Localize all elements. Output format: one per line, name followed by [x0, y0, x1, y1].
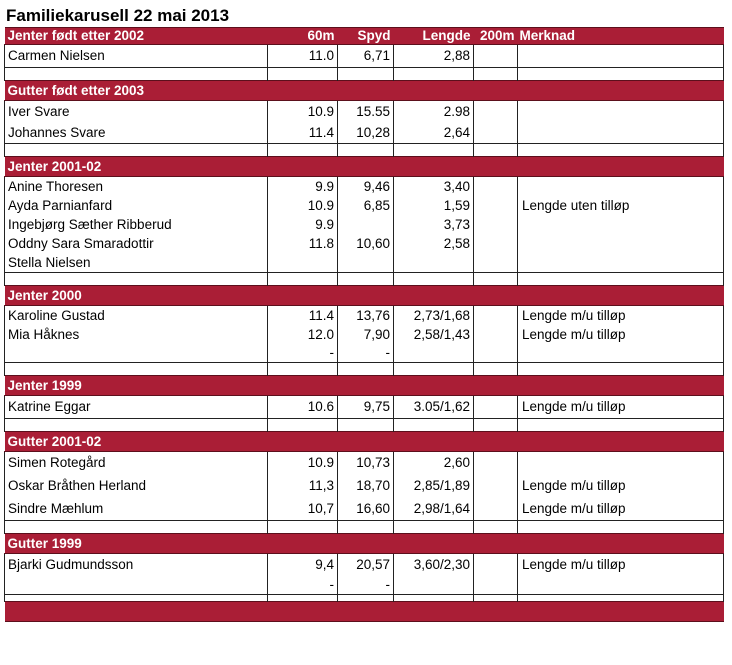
spacer-row — [5, 363, 724, 376]
spacer-cell — [474, 68, 518, 81]
spacer-row — [5, 595, 724, 602]
spacer-cell — [338, 363, 394, 376]
spacer-row — [5, 273, 724, 286]
table-row — [5, 234, 724, 253]
athlete-name: Mia Håknes — [5, 325, 268, 344]
result-60m: 10.9 — [268, 196, 338, 215]
result-200m — [474, 396, 518, 419]
result-spyd: 13,76 — [338, 306, 394, 326]
group-header: Gutter 1999 — [5, 534, 724, 554]
spacer-cell — [5, 144, 268, 157]
result-lengde: 2,88 — [394, 45, 474, 68]
result-merknad — [518, 576, 724, 595]
spacer-cell — [518, 595, 724, 602]
column-header-row — [5, 28, 724, 45]
column-header-spyd: Spyd — [338, 28, 394, 45]
group-header-row — [5, 376, 724, 396]
result-60m: 10,7 — [268, 498, 338, 521]
spacer-cell — [5, 273, 268, 286]
result-spyd: 10,60 — [338, 234, 394, 253]
result-merknad: Lengde m/u tilløp — [518, 306, 724, 326]
result-lengde: 3.05/1,62 — [394, 396, 474, 419]
result-60m: 9,4 — [268, 554, 338, 577]
result-60m: - — [268, 344, 338, 363]
result-merknad — [518, 253, 724, 273]
spacer-cell — [394, 144, 474, 157]
result-60m — [268, 253, 338, 273]
result-60m: - — [268, 576, 338, 595]
result-200m — [474, 101, 518, 123]
result-lengde — [394, 344, 474, 363]
spacer-cell — [518, 521, 724, 534]
spacer-cell — [474, 595, 518, 602]
table-row — [5, 396, 724, 419]
result-60m: 10.9 — [268, 452, 338, 475]
result-spyd: 10,28 — [338, 122, 394, 144]
column-header-200m: 200m — [474, 28, 518, 45]
spacer-cell — [338, 521, 394, 534]
table-row — [5, 45, 724, 68]
table-row — [5, 474, 724, 498]
athlete-name — [5, 576, 268, 595]
spacer-cell — [338, 144, 394, 157]
result-lengde: 2,85/1,89 — [394, 474, 474, 498]
spacer-cell — [5, 595, 268, 602]
spacer-cell — [394, 273, 474, 286]
column-header-60m: 60m — [268, 28, 338, 45]
spacer-cell — [5, 363, 268, 376]
spacer-cell — [338, 595, 394, 602]
table-row — [5, 215, 724, 234]
athlete-name: Bjarki Gudmundsson — [5, 554, 268, 577]
spacer-row — [5, 419, 724, 432]
result-lengde: 2,58/1,43 — [394, 325, 474, 344]
athlete-name: Anine Thoresen — [5, 177, 268, 197]
result-60m: 11.4 — [268, 306, 338, 326]
results-table — [4, 27, 724, 622]
spacer-cell — [268, 419, 338, 432]
table-row — [5, 452, 724, 475]
result-spyd — [338, 215, 394, 234]
result-spyd: 7,90 — [338, 325, 394, 344]
result-lengde: 3,60/2,30 — [394, 554, 474, 577]
spacer-cell — [394, 595, 474, 602]
table-row — [5, 101, 724, 123]
spacer-cell — [268, 595, 338, 602]
result-merknad — [518, 234, 724, 253]
result-lengde: 2,58 — [394, 234, 474, 253]
result-spyd: 6,71 — [338, 45, 394, 68]
result-200m — [474, 215, 518, 234]
table-row — [5, 325, 724, 344]
result-200m — [474, 325, 518, 344]
athlete-name: Ayda Parnianfard — [5, 196, 268, 215]
spacer-cell — [474, 521, 518, 534]
result-200m — [474, 177, 518, 197]
athlete-name: Oskar Bråthen Herland — [5, 474, 268, 498]
spacer-cell — [518, 419, 724, 432]
table-row — [5, 554, 724, 577]
group-header-row — [5, 286, 724, 306]
spacer-cell — [518, 144, 724, 157]
result-spyd: - — [338, 576, 394, 595]
column-header-merknad: Merknad — [518, 28, 724, 45]
result-spyd: 18,70 — [338, 474, 394, 498]
result-lengde: 1,59 — [394, 196, 474, 215]
spacer-row — [5, 521, 724, 534]
spacer-cell — [5, 68, 268, 81]
result-spyd: 6,85 — [338, 196, 394, 215]
spacer-cell — [338, 273, 394, 286]
result-60m: 11.0 — [268, 45, 338, 68]
group-header-row — [5, 534, 724, 554]
result-merknad — [518, 177, 724, 197]
result-merknad: Lengde m/u tilløp — [518, 498, 724, 521]
spacer-cell — [394, 419, 474, 432]
result-60m: 10.9 — [268, 101, 338, 123]
result-merknad: Lengde m/u tilløp — [518, 554, 724, 577]
result-lengde — [394, 576, 474, 595]
athlete-name: Iver Svare — [5, 101, 268, 123]
spacer-cell — [338, 68, 394, 81]
result-lengde — [394, 253, 474, 273]
spacer-cell — [268, 521, 338, 534]
result-merknad: Lengde m/u tilløp — [518, 474, 724, 498]
result-spyd: 9,46 — [338, 177, 394, 197]
results-table-wrapper — [4, 27, 723, 622]
result-200m — [474, 234, 518, 253]
result-lengde: 2,98/1,64 — [394, 498, 474, 521]
athlete-name: Karoline Gustad — [5, 306, 268, 326]
result-spyd — [338, 253, 394, 273]
result-spyd: 16,60 — [338, 498, 394, 521]
spacer-cell — [518, 363, 724, 376]
result-merknad — [518, 452, 724, 475]
result-200m — [474, 452, 518, 475]
group-header-row — [5, 157, 724, 177]
result-200m — [474, 306, 518, 326]
athlete-name — [5, 344, 268, 363]
spacer-cell — [394, 363, 474, 376]
page-title: Familiekarusell 22 mai 2013 — [6, 6, 230, 25]
result-60m: 11,3 — [268, 474, 338, 498]
athlete-name: Stella Nielsen — [5, 253, 268, 273]
result-spyd: 9,75 — [338, 396, 394, 419]
group-header: Gutter født etter 2003 — [5, 81, 724, 101]
result-lengde: 2,73/1,68 — [394, 306, 474, 326]
spacer-cell — [5, 419, 268, 432]
result-60m: 9.9 — [268, 177, 338, 197]
group-header-row — [5, 432, 724, 452]
spacer-cell — [474, 419, 518, 432]
result-spyd: 20,57 — [338, 554, 394, 577]
spacer-cell — [268, 363, 338, 376]
spacer-cell — [268, 68, 338, 81]
result-merknad: Lengde uten tilløp — [518, 196, 724, 215]
result-60m: 12.0 — [268, 325, 338, 344]
result-200m — [474, 253, 518, 273]
results-table-body — [5, 28, 724, 622]
group-header: Jenter 2000 — [5, 286, 724, 306]
table-row — [5, 498, 724, 521]
group-header-first: Jenter født etter 2002 — [5, 28, 268, 45]
result-lengde: 2,64 — [394, 122, 474, 144]
result-spyd: 15.55 — [338, 101, 394, 123]
spacer-cell — [474, 144, 518, 157]
result-60m: 11.4 — [268, 122, 338, 144]
result-merknad — [518, 101, 724, 123]
result-merknad: Lengde m/u tilløp — [518, 396, 724, 419]
athlete-name: Simen Rotegård — [5, 452, 268, 475]
result-60m: 9.9 — [268, 215, 338, 234]
result-merknad — [518, 215, 724, 234]
spacer-cell — [518, 68, 724, 81]
athlete-name: Oddny Sara Smaradottir — [5, 234, 268, 253]
result-200m — [474, 45, 518, 68]
group-header: Gutter 2001-02 — [5, 432, 724, 452]
result-60m: 11.8 — [268, 234, 338, 253]
result-merknad — [518, 45, 724, 68]
spacer-cell — [268, 144, 338, 157]
athlete-name: Johannes Svare — [5, 122, 268, 144]
table-row — [5, 177, 724, 197]
group-header-row — [5, 81, 724, 101]
athlete-name: Sindre Mæhlum — [5, 498, 268, 521]
spacer-cell — [394, 521, 474, 534]
result-60m: 10.6 — [268, 396, 338, 419]
spacer-cell — [268, 273, 338, 286]
result-lengde: 3,40 — [394, 177, 474, 197]
footer-band-row — [5, 602, 724, 622]
table-row — [5, 122, 724, 144]
group-header: Jenter 2001-02 — [5, 157, 724, 177]
athlete-name: Ingebjørg Sæther Ribberud — [5, 215, 268, 234]
result-200m — [474, 344, 518, 363]
result-merknad: Lengde m/u tilløp — [518, 325, 724, 344]
table-row — [5, 576, 724, 595]
column-header-lengde: Lengde — [394, 28, 474, 45]
result-200m — [474, 576, 518, 595]
footer-band — [5, 602, 724, 622]
result-lengde: 3,73 — [394, 215, 474, 234]
result-merknad — [518, 344, 724, 363]
result-200m — [474, 196, 518, 215]
table-row — [5, 306, 724, 326]
spacer-cell — [518, 273, 724, 286]
table-row — [5, 344, 724, 363]
result-200m — [474, 554, 518, 577]
spacer-row — [5, 144, 724, 157]
result-200m — [474, 498, 518, 521]
result-merknad — [518, 122, 724, 144]
result-lengde: 2,60 — [394, 452, 474, 475]
result-200m — [474, 474, 518, 498]
athlete-name: Carmen Nielsen — [5, 45, 268, 68]
spacer-cell — [338, 419, 394, 432]
spacer-cell — [394, 68, 474, 81]
result-spyd: 10,73 — [338, 452, 394, 475]
result-lengde: 2.98 — [394, 101, 474, 123]
table-row — [5, 196, 724, 215]
group-header: Jenter 1999 — [5, 376, 724, 396]
spacer-cell — [474, 363, 518, 376]
athlete-name: Katrine Eggar — [5, 396, 268, 419]
result-200m — [474, 122, 518, 144]
result-spyd: - — [338, 344, 394, 363]
spacer-cell — [474, 273, 518, 286]
spacer-cell — [5, 521, 268, 534]
table-row — [5, 253, 724, 273]
spacer-row — [5, 68, 724, 81]
